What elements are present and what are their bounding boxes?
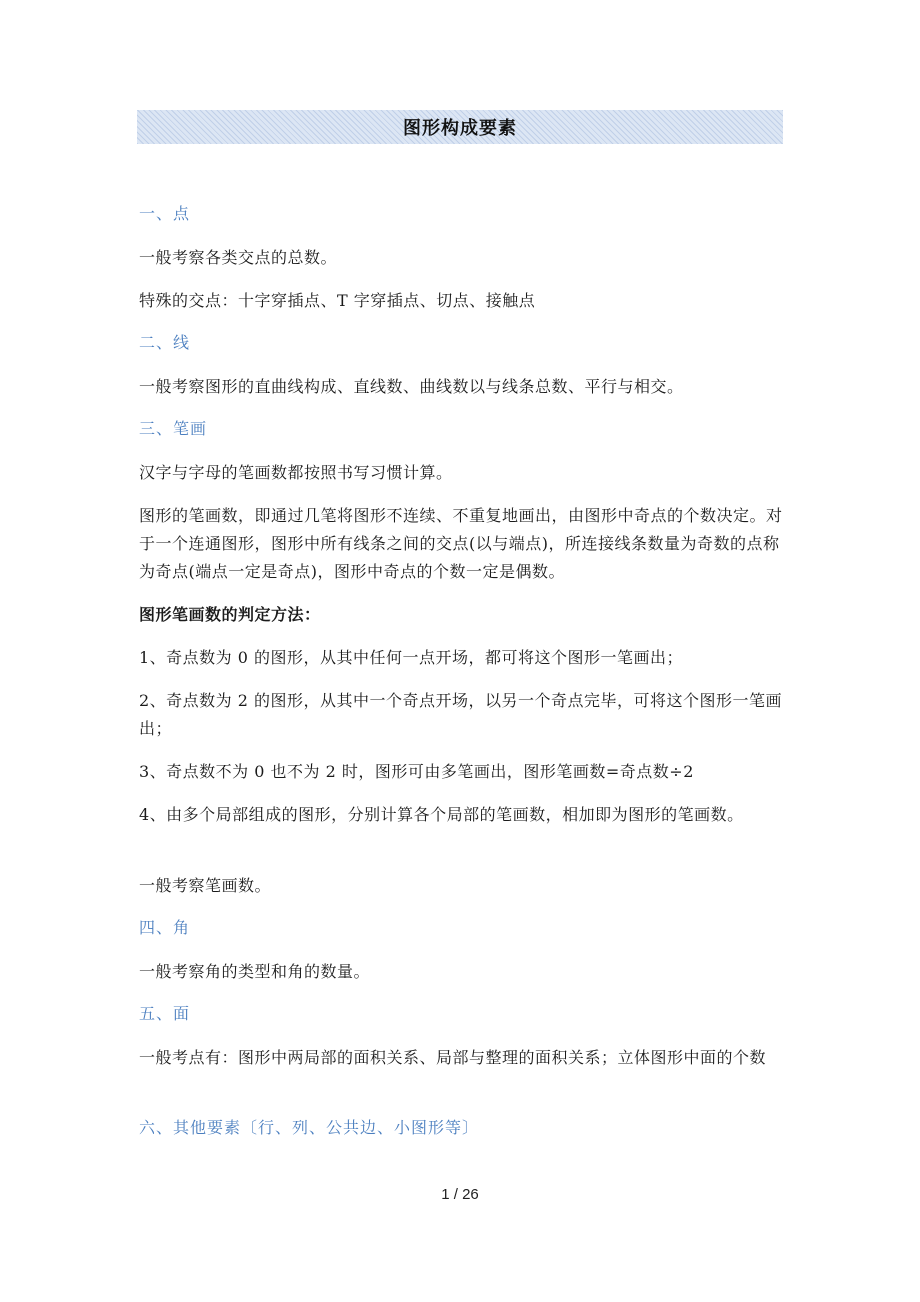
paragraph: 一般考点有：图形中两局部的面积关系、局部与整理的面积关系；立体图形中面的个数 xyxy=(139,1048,767,1067)
paragraph: 图形的笔画数，即通过几笔将图形不连续、不重复地画出，由图形中奇点的个数决定。对于一个连通图形，图形中所有线条之间的交点(以与端点)，所连接线条数量为奇数的点称为奇点(端点一定是奇点)，图形中奇点的个数一定是偶数。 xyxy=(139,506,783,581)
method-title: 图形笔画数的判定方法： xyxy=(139,605,321,624)
title-bar xyxy=(137,110,783,144)
heading-other: 六、其他要素〔行、列、公共边、小图形等〕 xyxy=(139,1118,480,1137)
paragraph: 一般考察角的类型和角的数量。 xyxy=(139,962,371,981)
paragraph: 汉字与字母的笔画数都按照书写习惯计算。 xyxy=(139,463,453,482)
paragraph: 一般考察笔画数。 xyxy=(139,876,272,895)
rule-4: 4、由多个局部组成的图形，分别计算各个局部的笔画数，相加即为图形的笔画数。 xyxy=(139,805,744,824)
paragraph: 特殊的交点：十字穿插点、T 字穿插点、切点、接触点 xyxy=(139,291,536,310)
heading-angle: 四、角 xyxy=(139,918,191,937)
rule-3: 3、奇点数不为 0 也不为 2 时，图形可由多笔画出，图形笔画数=奇点数÷2 xyxy=(139,762,694,781)
rule-2: 2、奇点数为 2 的图形，从其中一个奇点开场，以另一个奇点完毕，可将这个图形一笔画出； xyxy=(139,691,783,738)
heading-stroke: 三、笔画 xyxy=(139,419,208,438)
page-number: 1 / 26 xyxy=(441,1186,479,1203)
paragraph: 一般考察各类交点的总数。 xyxy=(139,248,338,267)
heading-line: 二、线 xyxy=(139,333,191,352)
rule-1: 1、奇点数为 0 的图形，从其中任何一点开场，都可将这个图形一笔画出； xyxy=(139,648,684,667)
paragraph: 一般考察图形的直曲线构成、直线数、曲线数以与线条总数、平行与相交。 xyxy=(139,377,684,396)
heading-point: 一、点 xyxy=(139,204,191,223)
page-title: 图形构成要素 xyxy=(403,118,517,139)
heading-face: 五、面 xyxy=(139,1004,191,1023)
